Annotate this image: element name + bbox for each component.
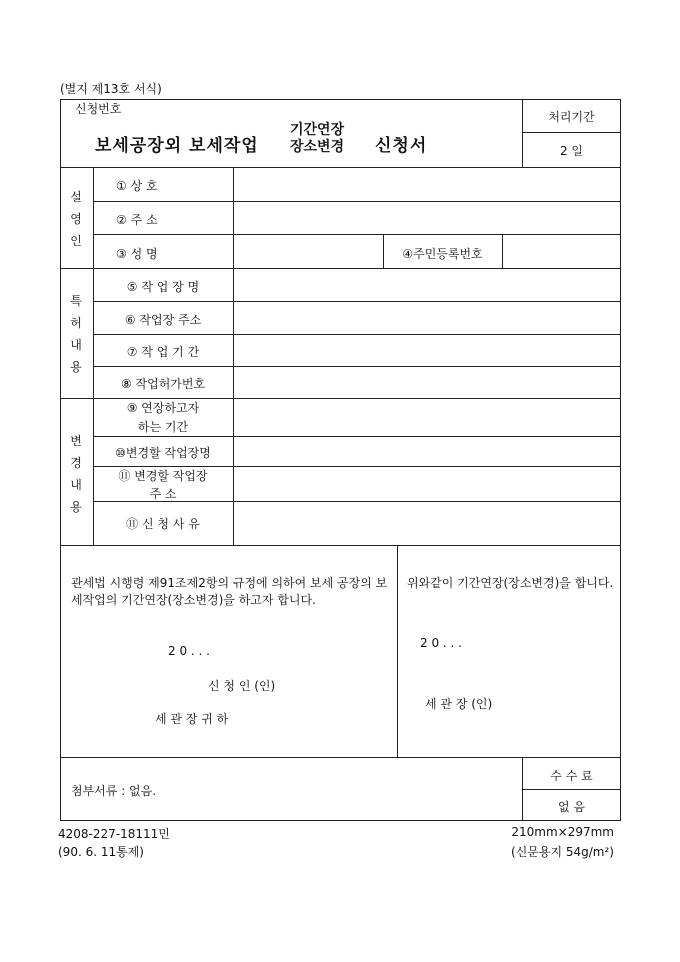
attachments: 첨부서류 : 없음.	[71, 784, 157, 798]
application-statement: 관세법 시행령 제91조제2항의 규정에 의하여 보세 공장의 보세작업의 기간연장(장소변경)을 하고자 합니다.	[71, 576, 388, 607]
field-label-work-period: ⑦ 작 업 기 간	[126, 345, 200, 359]
field-label-resident-number: ④주민등록번호	[402, 247, 483, 261]
name-field[interactable]	[234, 235, 382, 267]
new-workplace-name-field[interactable]	[234, 437, 620, 466]
new-workplace-address-field[interactable]	[234, 467, 620, 501]
form-title: 보세공장외 보세작업	[95, 136, 259, 156]
field-label-extension-period: ⑨ 연장하고자	[126, 401, 200, 415]
change-section-label: 변경내용	[70, 434, 82, 514]
permit-section-label: 특허내용	[70, 294, 82, 374]
applicant-section-label: 설영인	[70, 190, 82, 248]
field-label-permit-number: ⑧ 작업허가번호	[120, 377, 206, 391]
field-label-new-workplace-address: ⑪ 변경할 작업장	[118, 469, 208, 483]
company-name-field[interactable]	[234, 168, 620, 201]
approval-statement: 위와같이 기간연장(장소변경)을 합니다.	[407, 576, 614, 590]
field-label-address: ② 주 소	[116, 213, 158, 227]
fee-value: 없 음	[558, 800, 585, 814]
processing-period-label: 처리기간	[548, 110, 595, 124]
form-reference: (별지 제13호 서식)	[60, 82, 162, 96]
addressee: 세 관 장 귀 하	[155, 712, 229, 726]
field-label-extension-period-2: 하는 기간	[137, 420, 189, 434]
application-number-label: 신청번호	[75, 102, 122, 116]
resident-number-field[interactable]	[503, 235, 620, 267]
field-label-name: ③ 성 명	[116, 247, 158, 261]
field-label-reason: ⑪ 신 청 사 유	[126, 517, 200, 531]
workplace-address-field[interactable]	[234, 302, 620, 334]
field-label-new-workplace-name: ⑩변경할 작업장명	[115, 446, 211, 460]
customs-chief-signature: 세 관 장 (인)	[425, 697, 493, 711]
approval-date: 2 0 . . .	[420, 636, 462, 650]
field-label-workplace-address: ⑥ 작업장 주소	[124, 313, 202, 327]
permit-number-field[interactable]	[234, 367, 620, 398]
extension-period-field[interactable]	[234, 399, 620, 436]
applicant-signature: 신 청 인 (인)	[208, 679, 276, 693]
reason-field[interactable]	[234, 502, 620, 545]
application-date: 2 0 . . .	[168, 644, 210, 658]
form-title-suffix: 신청서	[375, 136, 428, 156]
form-code: 4208-227-18111민	[58, 827, 170, 841]
fee-label: 수 수 료	[550, 769, 593, 783]
paper-size: 210mm×297mm	[511, 825, 614, 839]
workplace-name-field[interactable]	[234, 269, 620, 301]
processing-period-value: 2 일	[559, 144, 584, 158]
title-option-relocation: 장소변경	[290, 139, 345, 155]
address-field[interactable]	[234, 202, 620, 234]
title-option-extension: 기간연장	[290, 122, 345, 138]
field-label-workplace-name: ⑤ 작 업 장 명	[126, 280, 200, 294]
field-label-new-workplace-address-2: 주 소	[149, 487, 177, 501]
work-period-field[interactable]	[234, 335, 620, 366]
form-date: (90. 6. 11통제)	[58, 845, 144, 859]
field-label-company: ① 상 호	[116, 179, 158, 193]
paper-type: (신문용지 54g/m²)	[511, 845, 614, 859]
